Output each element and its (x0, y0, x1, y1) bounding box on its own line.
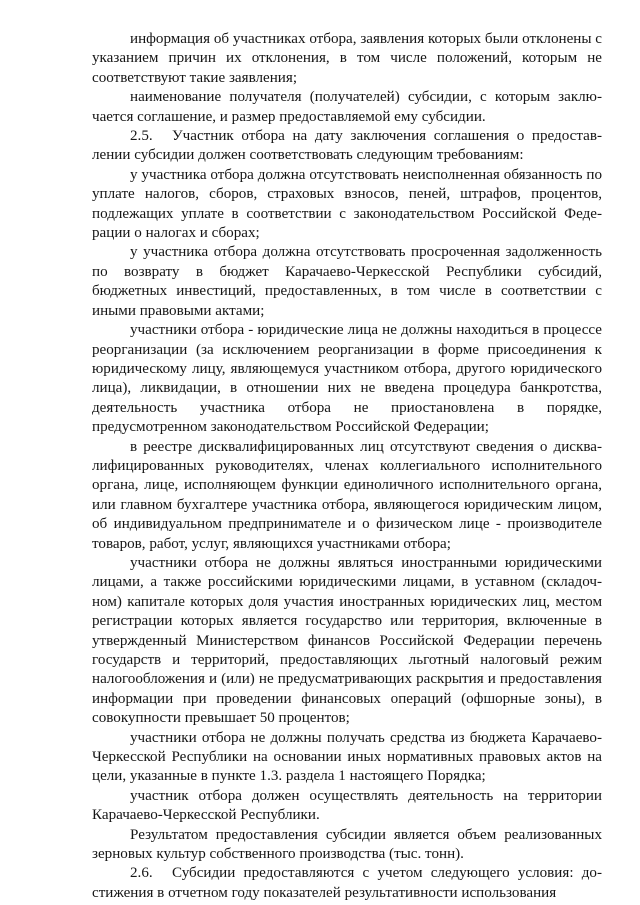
paragraph-7-text: в реестре дисквалифицированных лиц отсутствуют сведения о дисквалифицированных руководителях, членах коллегиального исполнительного органа, лице, исполняющем функции единоличного исполнительного органа, или главном бухгалтере участника отбора, являющегося юридическим лицом, об индивидуальном предпринимателе и о физическом лице - производителе товаров, работ, услуг, являющихся участниками отбора; (92, 438, 602, 552)
paragraph-10-text: участник отбора должен осуществлять деятельность на территории Карачаево-Черкесской Республики. (92, 787, 602, 824)
paragraph-9-text: участники отбора не должны получать средства из бюджета Карачаево-Черкесской Республики на основании иных нормативных правовых актов на цели, указанные в пункте 1.3. раздела 1 настоящего Порядка; (92, 729, 602, 785)
paragraph-2-6 (92, 864, 602, 903)
paragraph-5 (92, 243, 602, 321)
paragraph-1-text: информация об участниках отбора, заявления которых были отклонены с указанием причин их отклонения, в том числе положений, которым не соответствуют такие заявления; (92, 31, 602, 86)
paragraph-7 (92, 438, 602, 554)
paragraph-9 (92, 729, 602, 787)
section-number-2-5: 2.5. (130, 128, 153, 145)
paragraph-4 (92, 166, 602, 244)
paragraph-8-text: участники отбора не должны являться иностранными юридическими лицами, а также российскими юридическими лицами, в уставном (складочном) капитале которых доля участия иностранных юридических лиц, местом регистрации которых является государство или территория, включенные в утвержденный Министерством финансов Российской Федерации перечень государств и территорий, предоставляющих льготный налоговый режим налогообложения и (или) не предусматривающих раскрытия и предоставления информации при проведении финансовых операций (офшорные зоны), в совокупности превышает 50 процентов; (92, 554, 602, 727)
paragraph-10 (92, 787, 602, 826)
paragraph-8 (92, 554, 602, 729)
paragraph-6-text: участники отбора - юридические лица не должны находиться в процессе реорганизации (за исключением реорганизации в форме присоединения к юридическому лицу, являющемуся участником отбора, другого юридического лица), ликвидации, в отношении них не введена процедура банкротства, деятельность участника отбора не приостановлена в порядке, предусмотренном законодательством Российской Федерации; (92, 322, 602, 436)
document-body (92, 30, 602, 903)
paragraph-2-5 (92, 127, 602, 166)
paragraph-2-5-text: Участник отбора на дату заключения соглашения о предоставлении субсидии должен соответствовать следующим требованиям: (92, 128, 602, 164)
paragraph-11-text: Результатом предоставления субсидии является объем реализованных зерновых культур собственного производства (тыс. тонн). (92, 826, 602, 863)
paragraph-6 (92, 321, 602, 437)
section-number-2-6: 2.6. (130, 865, 153, 882)
paragraph-5-text: у участника отбора должна отсутствовать просроченная задолженность по возврату в бюджет Карачаево-Черкесской Республики субсидий, бюджетных инвестиций, предоставленных, в том числе в соответствии с иными правовыми актами; (92, 244, 602, 319)
paragraph-11 (92, 826, 602, 865)
paragraph-4-text: у участника отбора должна отсутствовать неисполненная обязанность по уплате налогов, сборов, страховых взносов, пеней, штрафов, процентов, подлежащих уплате в соответствии с законодательством Российской Федерации о налогах и сборах; (92, 166, 602, 242)
paragraph-1 (92, 30, 602, 88)
paragraph-2-text: наименование получателя (получателей) субсидии, с которым заключается соглашение, и размер предоставляемой ему субсидии. (92, 89, 602, 125)
paragraph-2-6-text: Субсидии предоставляются с учетом следующего условия: достижения в отчетном году показателей результативности использования (92, 865, 602, 901)
paragraph-2 (92, 88, 602, 127)
